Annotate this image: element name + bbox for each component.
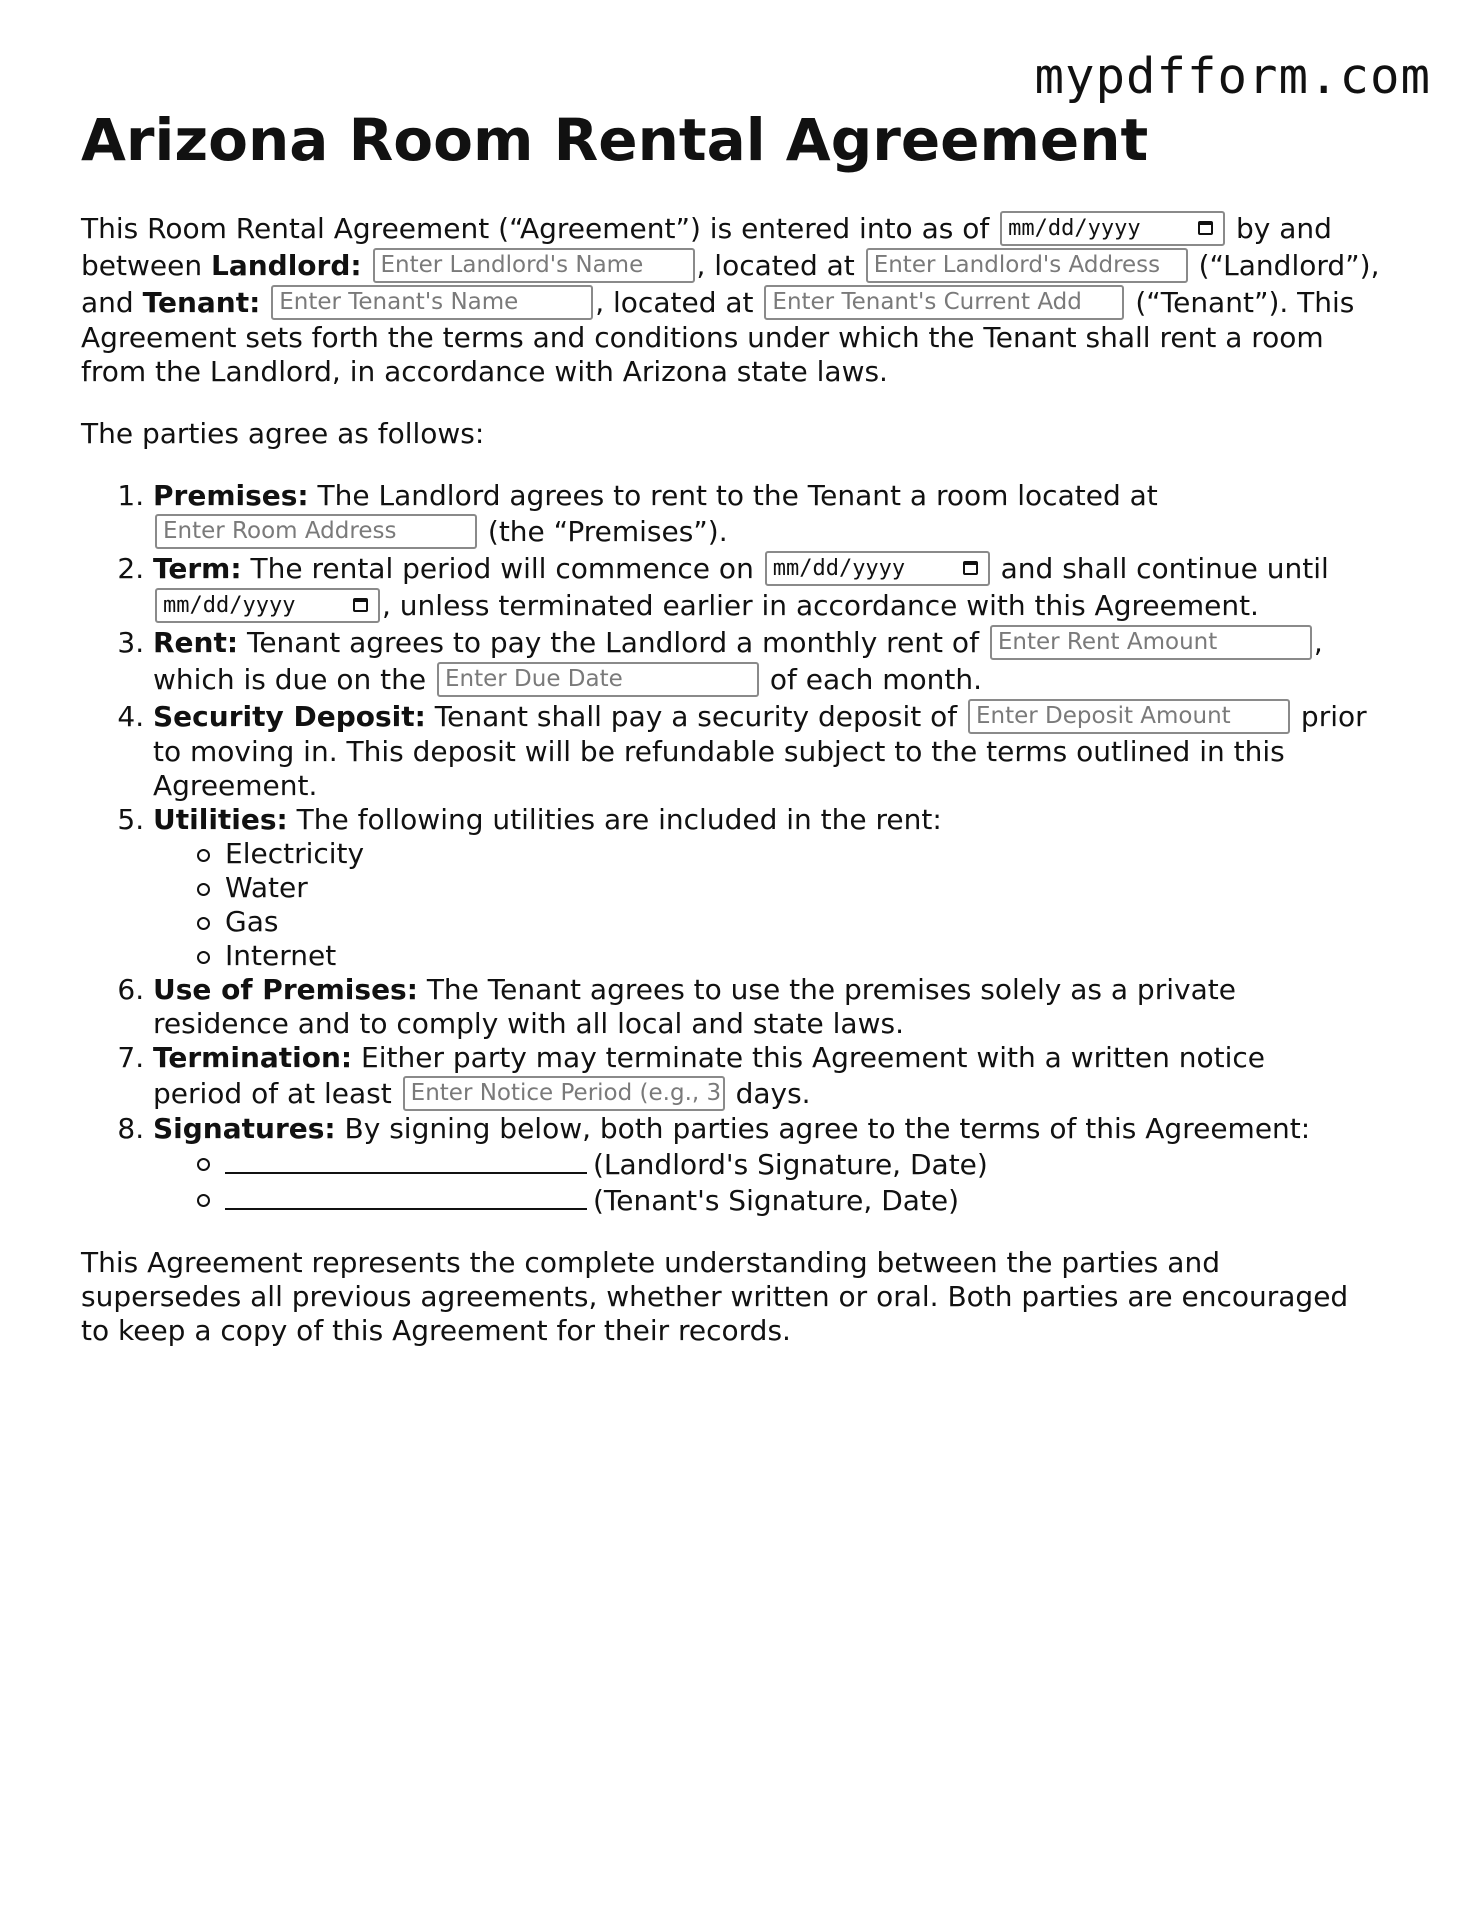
deposit-amount-input[interactable]: Enter Deposit Amount	[968, 699, 1290, 734]
list-item: Internet	[225, 939, 1401, 973]
term-rent: 3. Rent: Tenant agrees to pay the Landlord a monthly rent of Enter Rent Amount , which is due on the Enter Due Date of each month.	[153, 624, 1401, 698]
signatures-list	[153, 1146, 1401, 1218]
rent-amount-input[interactable]: Enter Rent Amount	[990, 625, 1312, 660]
signature-blank	[225, 1146, 587, 1174]
term-termination: 7. Termination: Either party may terminate this Agreement with a written notice period of at least Enter Notice Period (e.g., 3 days.	[153, 1041, 1401, 1112]
terms-list	[81, 479, 1401, 1218]
landlord-name-input[interactable]: Enter Landlord's Name	[373, 248, 695, 283]
tenant-signature-line: (Tenant's Signature, Date)	[225, 1182, 1401, 1218]
list-item: Electricity	[225, 837, 1401, 871]
agreement-document	[81, 100, 1401, 1348]
signature-blank	[225, 1182, 587, 1210]
tenant-name-input[interactable]: Enter Tenant's Name	[271, 285, 593, 320]
term-use-of-premises: 6. Use of Premises: The Tenant agrees to use the premises solely as a private residence and to comply with all local and state laws.	[153, 973, 1401, 1041]
landlord-address-input[interactable]: Enter Landlord's Address	[866, 248, 1188, 283]
notice-period-input[interactable]: Enter Notice Period (e.g., 3	[403, 1076, 725, 1111]
utilities-list	[153, 837, 1401, 973]
term-term: 2. Term: The rental period will commence on mm/dd/yyyy and shall continue until mm/dd/yyyy , unless terminated earlier in accordance with this Agreement.	[153, 550, 1401, 624]
closing-paragraph: This Agreement represents the complete understanding between the parties and supersedes all previous agreements, whether written or oral. Both parties are encouraged to keep a copy of this Agreement for their records.	[81, 1246, 1349, 1347]
room-address-input[interactable]: Enter Room Address	[155, 514, 477, 549]
list-item: Water	[225, 871, 1401, 905]
calendar-icon[interactable]	[963, 561, 978, 575]
list-item: Gas	[225, 905, 1401, 939]
start-date-input[interactable]: mm/dd/yyyy	[765, 551, 990, 586]
site-watermark: mypdfform.com	[1034, 48, 1431, 105]
page-title: Arizona Room Rental Agreement	[81, 106, 1149, 174]
intro-paragraph: This Room Rental Agreement (“Agreement”) is entered into as of mm/dd/yyyy by and between Landlord: Enter Landlord's Name , located at Enter Landlord's Address (“Landlord”), and Tenant: Enter Tenant's Name , located at Enter Tenant's Current Add (“Tenant”). This Agreement sets forth the terms and conditions under which the Tenant shall rent a room from the Landlord, in accordance with Arizona state laws.	[81, 212, 1380, 388]
landlord-signature-line: (Landlord's Signature, Date)	[225, 1146, 1401, 1182]
term-deposit: 4. Security Deposit: Tenant shall pay a security deposit of Enter Deposit Amount prior to moving in. This deposit will be refundable subject to the terms outlined in this Agreement.	[153, 698, 1401, 803]
due-date-input[interactable]: Enter Due Date	[437, 662, 759, 697]
term-signatures: 8. Signatures: By signing below, both parties agree to the terms of this Agreement: (Landlord's Signature, Date) (Tenant's Signature, Date)	[153, 1112, 1401, 1218]
term-premises: 1. Premises: The Landlord agrees to rent to the Tenant a room located at Enter Room Address (the “Premises”).	[153, 479, 1401, 550]
calendar-icon[interactable]	[353, 598, 368, 612]
agree-heading: The parties agree as follows:	[81, 417, 485, 450]
landlord-label: Landlord:	[210, 249, 362, 282]
term-utilities: 5. Utilities: The following utilities are included in the rent: Electricity Water Gas Internet	[153, 803, 1401, 973]
tenant-address-input[interactable]: Enter Tenant's Current Add	[764, 285, 1124, 320]
agreement-date-input[interactable]: mm/dd/yyyy	[1000, 211, 1225, 246]
end-date-input[interactable]: mm/dd/yyyy	[155, 588, 380, 623]
calendar-icon[interactable]	[1198, 221, 1213, 235]
tenant-label: Tenant:	[142, 286, 261, 319]
